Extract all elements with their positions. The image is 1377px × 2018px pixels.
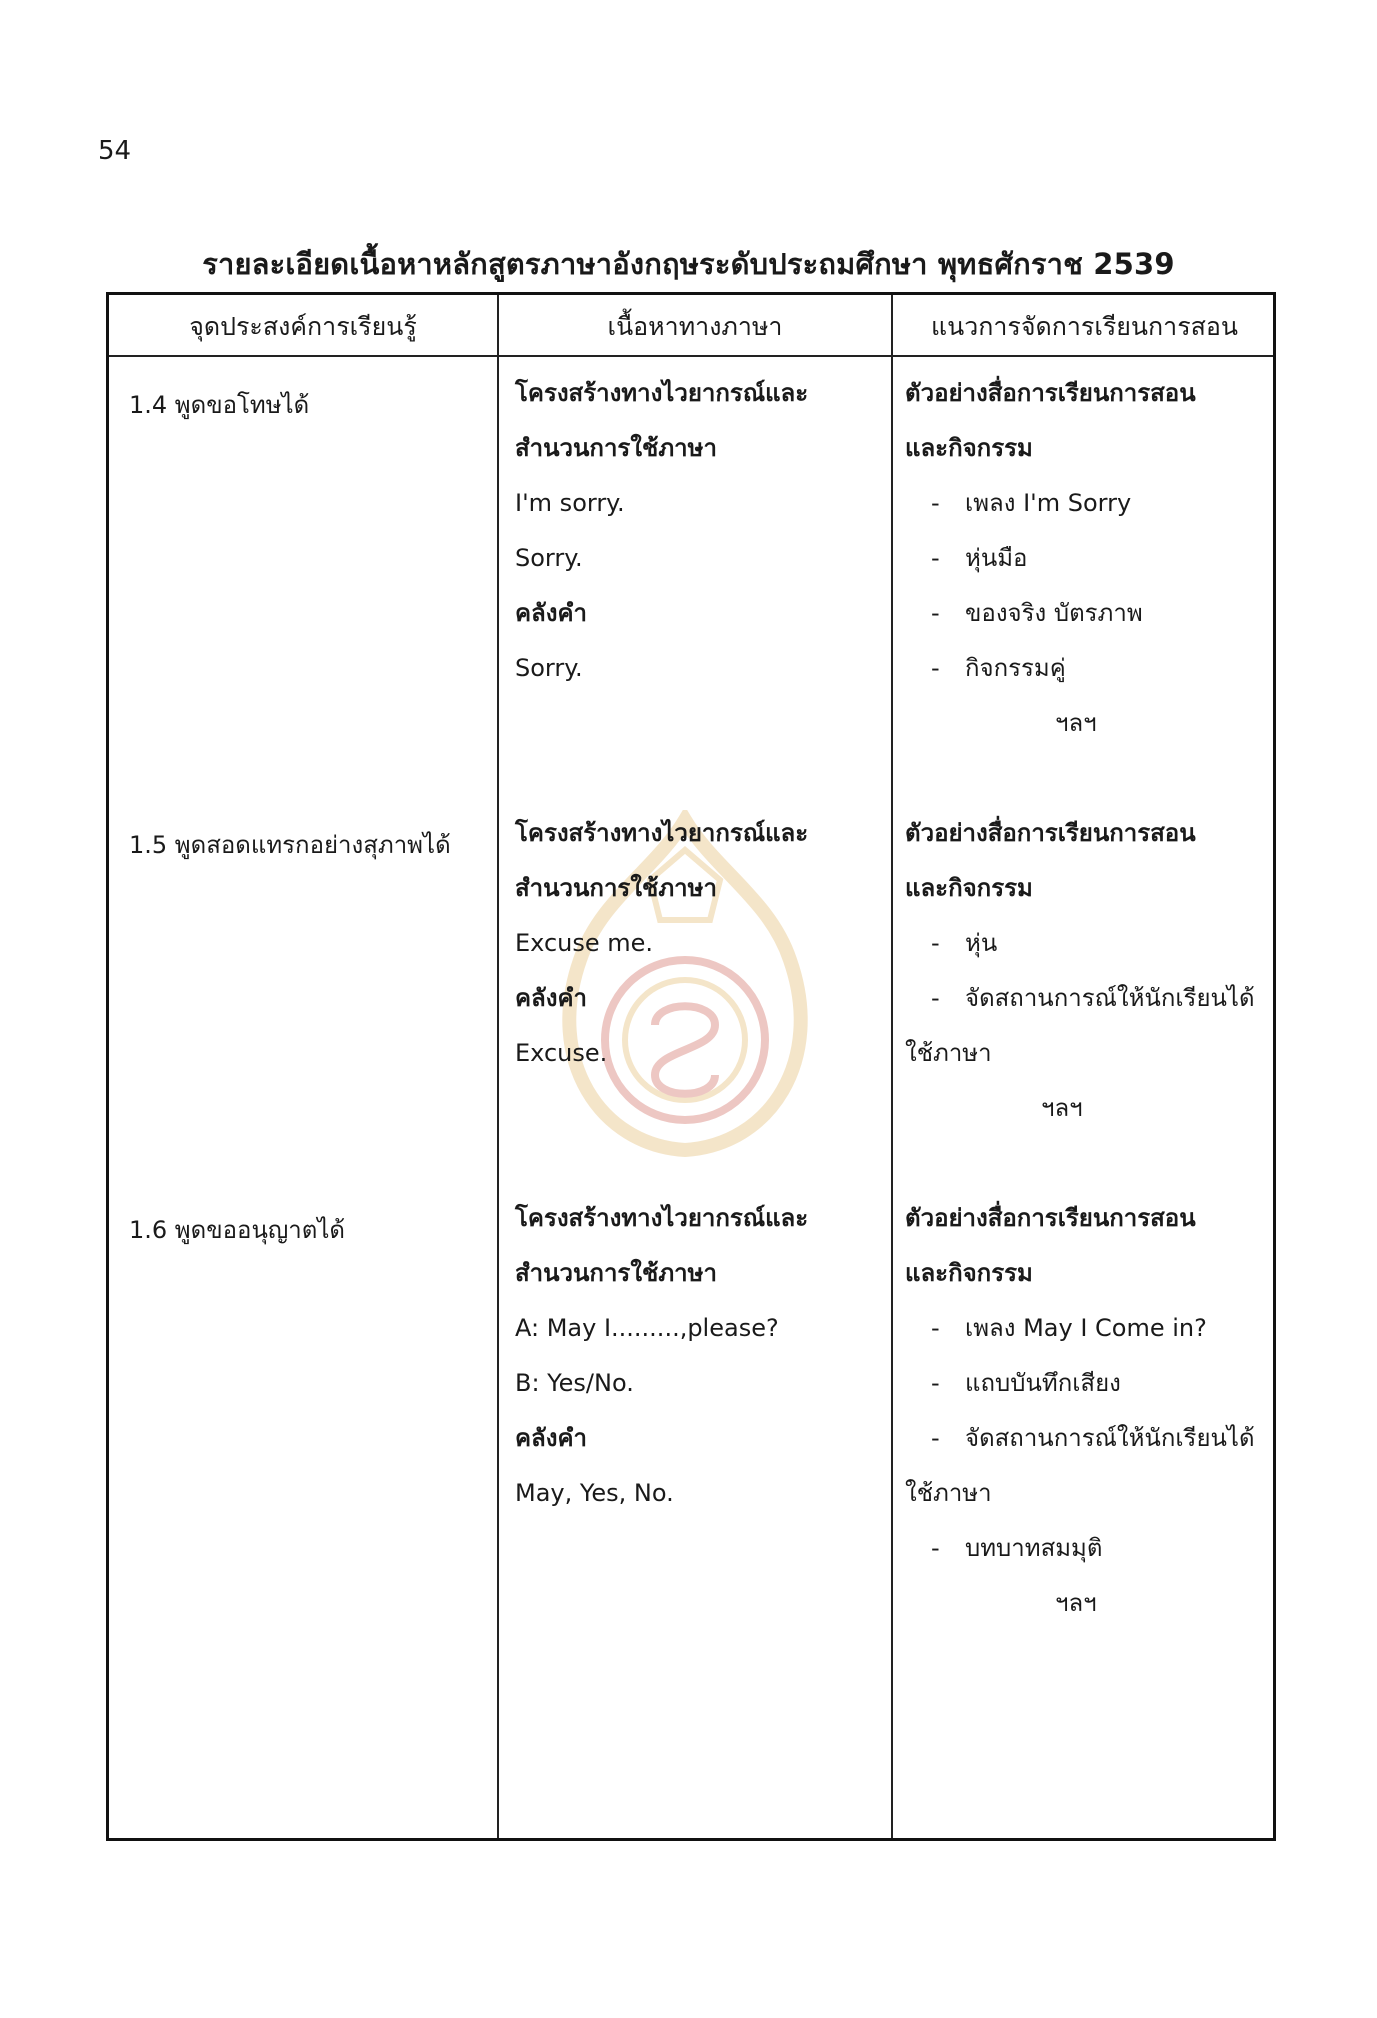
list-item-continuation: ใช้ภาษา [905,1039,992,1067]
page-number: 54 [98,136,132,166]
list-item: - จัดสถานการณ์ให้นักเรียนได้ [931,984,1255,1012]
header-objectives: จุดประสงค์การเรียนรู้ [189,312,417,341]
expression: B: Yes/No. [515,1369,634,1397]
vocab-heading: คลังคำ [515,599,588,627]
content-cell-1-5 [515,806,808,1081]
objective-1-4: 1.4 พูดขอโทษได้ [129,391,310,419]
vocab: Excuse. [515,1039,608,1067]
list-item: - ของจริง บัตรภาพ [931,599,1143,627]
list-item: - เพลง I'm Sorry [931,489,1132,517]
list-item: - เพลง May I Come in? [931,1314,1207,1342]
teaching-heading: และกิจกรรม [905,874,1033,902]
structure-heading: โครงสร้างทางไวยากรณ์และ [515,1204,809,1232]
expression: Sorry. [515,544,583,572]
list-item: - บทบาทสมมุติ [931,1534,1103,1562]
header-divider [109,355,1273,357]
column-divider [891,295,893,1838]
teaching-heading: ตัวอย่างสื่อการเรียนการสอน [905,819,1196,847]
column-divider [497,295,499,1838]
list-item: - จัดสถานการณ์ให้นักเรียนได้ [931,1424,1255,1452]
structure-heading: สำนวนการใช้ภาษา [515,434,717,462]
vocab-heading: คลังคำ [515,1424,588,1452]
expression: Excuse me. [515,929,654,957]
objective-1-5: 1.5 พูดสอดแทรกอย่างสุภาพได้ [129,831,451,859]
etc-mark: ฯลฯ [1041,1094,1083,1122]
list-item: - กิจกรรมคู่ [931,654,1066,682]
header-language-content: เนื้อหาทางภาษา [607,312,783,341]
header-teaching-guidelines: แนวการจัดการเรียนการสอน [930,312,1238,341]
etc-mark: ฯลฯ [1055,709,1097,737]
list-item: - หุ่นมือ [931,544,1028,572]
structure-heading: โครงสร้างทางไวยากรณ์และ [515,379,809,407]
structure-heading: สำนวนการใช้ภาษา [515,1259,717,1287]
objective-1-6: 1.6 พูดขออนุญาตได้ [129,1216,346,1244]
content-cell-1-6 [515,1191,808,1521]
vocab: Sorry. [515,654,583,682]
etc-mark: ฯลฯ [1055,1589,1097,1617]
teaching-heading: ตัวอย่างสื่อการเรียนการสอน [905,379,1196,407]
document-title: รายละเอียดเนื้อหาหลักสูตรภาษาอังกฤษระดับประถมศึกษา พุทธศักราช 2539 [202,247,1175,281]
teaching-cell-1-6 [905,1191,1255,1631]
vocab-heading: คลังคำ [515,984,588,1012]
teaching-heading: และกิจกรรม [905,434,1033,462]
teaching-heading: ตัวอย่างสื่อการเรียนการสอน [905,1204,1196,1232]
list-item-continuation: ใช้ภาษา [905,1479,992,1507]
teaching-heading: และกิจกรรม [905,1259,1033,1287]
content-cell-1-4 [515,366,808,696]
expression: A: May I.........,please? [515,1314,779,1342]
vocab: May, Yes, No. [515,1479,674,1507]
teaching-cell-1-5 [905,806,1255,1136]
list-item: - หุ่น [931,929,998,957]
structure-heading: สำนวนการใช้ภาษา [515,874,717,902]
teaching-cell-1-4 [905,366,1196,751]
expression: I'm sorry. [515,489,625,517]
structure-heading: โครงสร้างทางไวยากรณ์และ [515,819,809,847]
curriculum-table [106,292,1276,1841]
list-item: - แถบบันทึกเสียง [931,1369,1121,1397]
